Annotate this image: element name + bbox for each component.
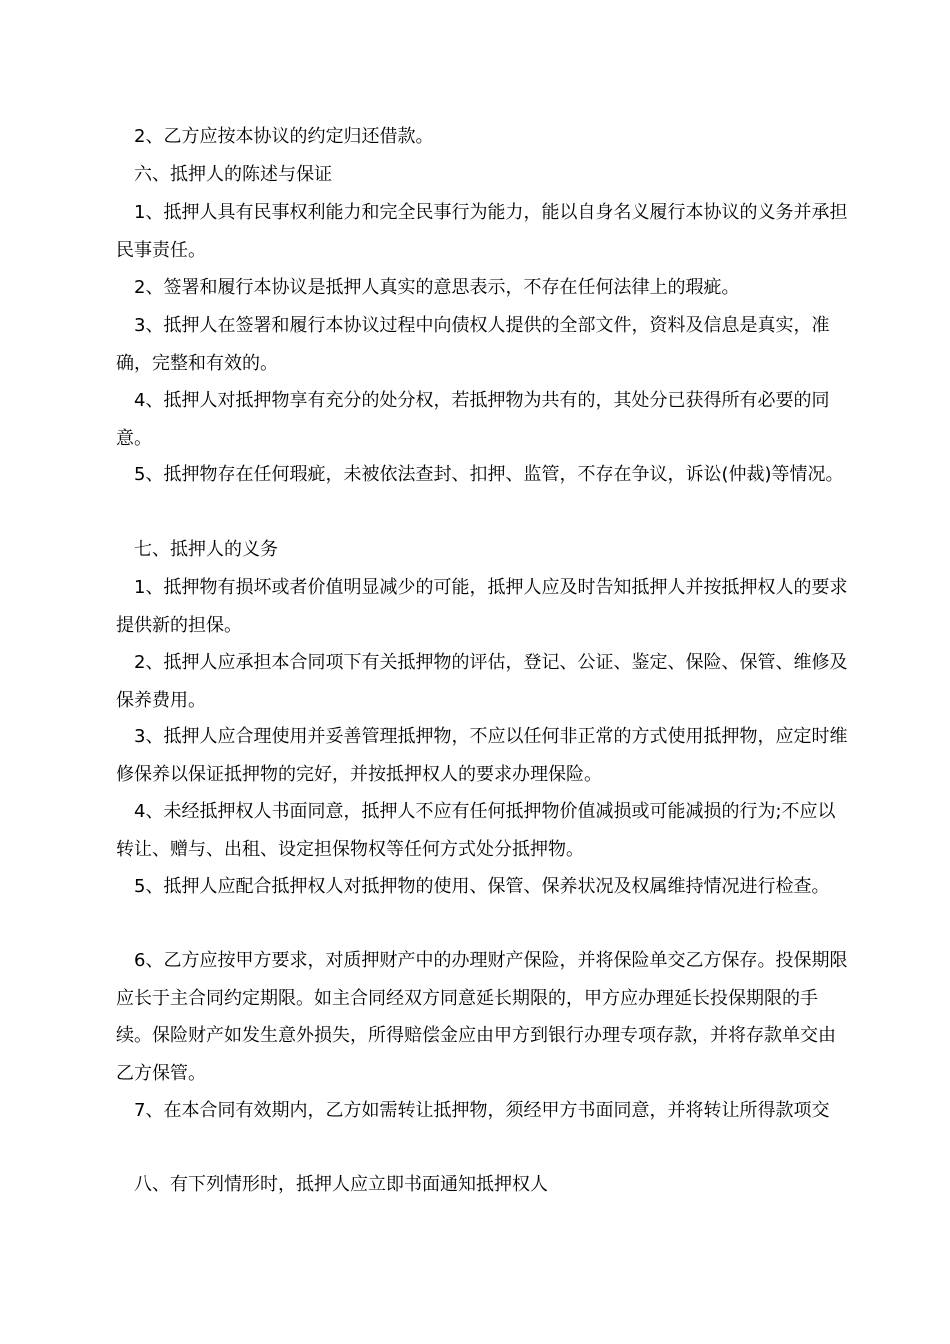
paragraph-7-1: 1、抵押物有损坏或者价值明显减少的可能，抵押人应及时告知抵押人并按抵押权人的要求提供新的担保。 xyxy=(116,577,848,636)
paragraph-6-4: 4、抵押人对抵押物享有充分的处分权，若抵押物为共有的，其处分已获得所有必要的同意。 xyxy=(116,390,830,449)
paragraph-7-7: 7、在本合同有效期内，乙方如需转让抵押物，须经甲方书面同意，并将转让所得款项交 xyxy=(134,1100,830,1121)
heading-section-6: 六、抵押人的陈述与保证 xyxy=(134,164,332,185)
heading-section-7: 七、抵押人的义务 xyxy=(134,539,278,560)
paragraph-6-5: 5、抵押物存在任何瑕疵，未被依法查封、扣押、监管，不存在争议，诉讼(仲裁)等情况。 xyxy=(134,464,844,485)
heading-section-8: 八、有下列情形时，抵押人应立即书面通知抵押权人 xyxy=(134,1174,548,1195)
paragraph-7-2: 2、抵押人应承担本合同项下有关抵押物的评估，登记、公证、鉴定、保险、保管、维修及保养费用。 xyxy=(116,652,848,711)
paragraph-7-3: 3、抵押人应合理使用并妥善管理抵押物，不应以任何非正常的方式使用抵押物，应定时维修保养以保证抵押物的完好，并按抵押权人的要求办理保险。 xyxy=(116,726,848,785)
paragraph-6-3: 3、抵押人在签署和履行本协议过程中向债权人提供的全部文件，资料及信息是真实，准确，完整和有效的。 xyxy=(116,315,830,374)
paragraph-7-4: 4、未经抵押权人书面同意，抵押人不应有任何抵押物价值减损或可能减损的行为;不应以转让、赠与、出租、设定担保物权等任何方式处分抵押物。 xyxy=(116,801,836,860)
paragraph-7-6: 6、乙方应按甲方要求，对质押财产中的办理财产保险，并将保险单交乙方保存。投保期限应长于主合同约定期限。如主合同经双方同意延长期限的，甲方应办理延长投保期限的手续。保险财产如发生意外损失，所得赔偿金应由甲方到银行办理专项存款，并将存款单交由乙方保管。 xyxy=(116,950,848,1084)
paragraph-6-1: 1、抵押人具有民事权利能力和完全民事行为能力，能以自身名义履行本协议的义务并承担民事责任。 xyxy=(116,202,848,261)
paragraph-repay-loan: 2、乙方应按本协议的约定归还借款。 xyxy=(134,126,434,147)
paragraph-6-2: 2、签署和履行本协议是抵押人真实的意思表示，不存在任何法律上的瑕疵。 xyxy=(134,277,740,298)
paragraph-7-5: 5、抵押人应配合抵押权人对抵押物的使用、保管、保养状况及权属维持情况进行检查。 xyxy=(134,876,830,897)
